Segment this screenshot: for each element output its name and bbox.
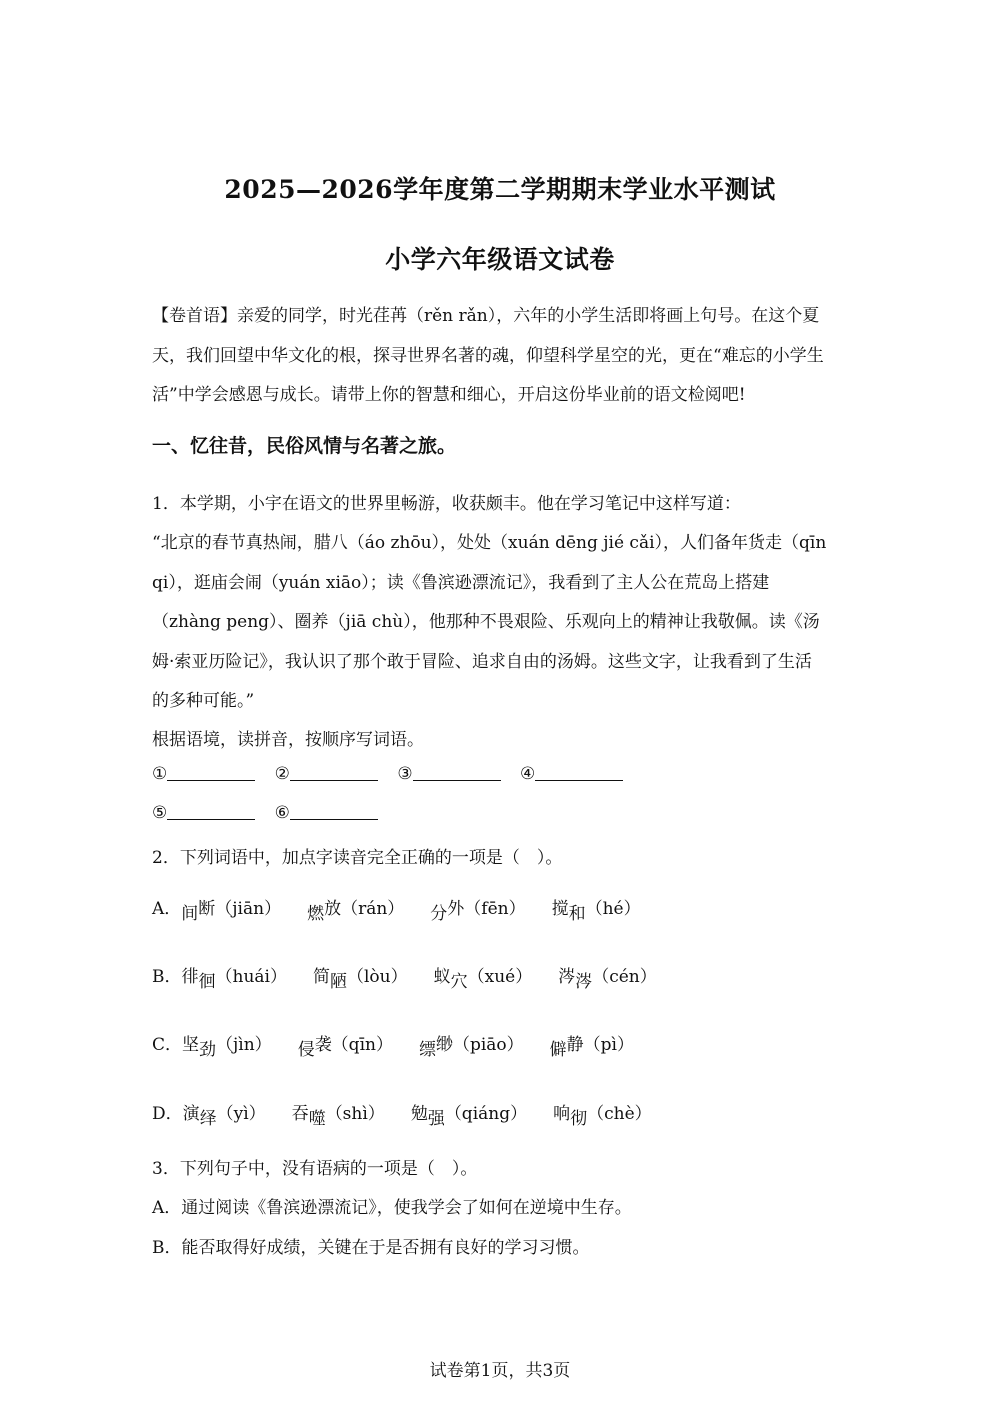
word-char: 涔	[558, 967, 576, 987]
dotted-char: 和	[568, 904, 586, 924]
dotted-char: 徊	[198, 972, 216, 992]
word-item	[307, 894, 405, 924]
word-pinyin: （qiáng）	[444, 1104, 528, 1124]
word-pinyin: 断（jiān）	[198, 899, 282, 919]
dotted-char: 绎	[199, 1109, 217, 1129]
dotted-char: 僻	[549, 1040, 567, 1060]
word-item	[558, 962, 657, 992]
passage-line: “北京的春节真热闹，腊八（áo zhōu），处处（xuán dēng jié cǎi），人们备年货走（qīn	[152, 533, 827, 553]
word-char: 勉	[410, 1104, 428, 1124]
question-2-stem: 2．下列词语中，加点字读音完全正确的一项是（ ）。	[152, 848, 563, 868]
question-3-stem: 3．下列句子中，没有语病的一项是（ ）。	[152, 1159, 478, 1179]
question-2-option-b[interactable]	[152, 962, 683, 992]
word-item	[430, 894, 526, 924]
word-char: 吞	[291, 1104, 309, 1124]
question-3-option-a[interactable]: A．通过阅读《鲁滨逊漂流记》，使我学会了如何在逆境中生存。	[152, 1198, 632, 1218]
word-char: 徘	[181, 967, 199, 987]
dotted-char: 陋	[329, 972, 347, 992]
dotted-char: 涔	[575, 972, 593, 992]
answer-blank[interactable]	[167, 764, 255, 781]
blank-number: ⑥	[274, 803, 290, 823]
word-char: 蚁	[433, 967, 451, 987]
option-label: A．	[152, 899, 182, 919]
question-2-option-d[interactable]	[152, 1099, 678, 1129]
word-item	[410, 1099, 528, 1129]
word-item	[549, 1030, 634, 1060]
option-label: C．	[152, 1035, 183, 1055]
answer-blank[interactable]	[167, 803, 255, 820]
word-char: 响	[553, 1104, 571, 1124]
blank-number: ④	[519, 764, 536, 784]
word-pinyin: （yì）	[216, 1104, 266, 1124]
blank-number: ⑤	[152, 803, 168, 823]
word-item	[433, 962, 533, 992]
section-heading: 一、忆往昔，民俗风情与名著之旅。	[152, 435, 457, 457]
word-item	[312, 962, 408, 992]
word-item	[181, 894, 282, 924]
answer-blank[interactable]	[535, 764, 623, 781]
dotted-char: 劲	[199, 1040, 217, 1060]
exam-subtitle: 小学六年级语文试卷	[385, 245, 615, 274]
dotted-char: 穴	[450, 972, 468, 992]
question-2-option-c[interactable]	[152, 1030, 660, 1060]
word-pinyin: （chè）	[587, 1104, 652, 1124]
word-pinyin: 放（rán）	[324, 899, 405, 919]
word-char: 简	[312, 967, 330, 987]
blank-number: ③	[397, 764, 413, 784]
passage-line: qi），逛庙会闹（yuán xiāo）；读《鲁滨逊漂流记》，我看到了主人公在荒岛上搭建	[152, 573, 770, 593]
blank-number: ①	[152, 764, 168, 784]
word-pinyin: （shì）	[325, 1104, 385, 1124]
passage-line: 的多种可能。”	[152, 691, 255, 711]
answer-blank[interactable]	[290, 803, 378, 820]
dotted-char: 燃	[307, 904, 325, 924]
word-pinyin: （hé）	[585, 899, 641, 919]
word-pinyin: （lòu）	[346, 967, 408, 987]
dotted-char: 间	[181, 904, 199, 924]
word-item	[418, 1030, 524, 1060]
word-pinyin: （cén）	[592, 967, 657, 987]
word-item	[291, 1099, 385, 1129]
dotted-char: 侵	[297, 1040, 315, 1060]
word-char: 坚	[182, 1035, 200, 1055]
page-footer: 试卷第1页，共3页	[429, 1361, 571, 1381]
word-item	[182, 1030, 272, 1060]
passage-line: （zhàng peng）、圈养（jiā chù），他那种不畏艰险、乐观向上的精神让我敬佩。读《汤	[152, 612, 820, 632]
option-label: D．	[152, 1104, 183, 1124]
word-char: 搅	[551, 899, 569, 919]
word-pinyin: 外（fēn）	[447, 899, 526, 919]
word-item	[181, 962, 287, 992]
word-item	[553, 1099, 652, 1129]
word-pinyin: 缈（piāo）	[435, 1035, 524, 1055]
answer-blank[interactable]	[413, 764, 501, 781]
dotted-char: 彻	[570, 1109, 588, 1129]
word-pinyin: （huái）	[215, 967, 287, 987]
dotted-char: 噬	[308, 1109, 326, 1129]
dotted-char: 缥	[418, 1040, 436, 1060]
word-pinyin: 袭（qīn）	[314, 1035, 393, 1055]
answer-blank[interactable]	[290, 764, 378, 781]
word-item	[297, 1030, 393, 1060]
word-item	[182, 1099, 266, 1129]
exam-title: 2025—2026学年度第二学期期末学业水平测试	[224, 175, 776, 204]
word-pinyin: 静（pì）	[566, 1035, 634, 1055]
dotted-char: 强	[427, 1109, 445, 1129]
option-label: B．	[152, 967, 182, 987]
passage-line: 姆·索亚历险记》，我认识了那个敢于冒险、追求自由的汤姆。这些文字，让我看到了生活	[152, 652, 812, 672]
question-1-instruction: 根据语境，读拼音，按顺序写词语。	[152, 730, 424, 750]
question-1-stem: 1．本学期，小宇在语文的世界里畅游，收获颇丰。他在学习笔记中这样写道：	[152, 494, 741, 514]
answer-blanks-row	[152, 803, 392, 823]
word-pinyin: （xué）	[467, 967, 533, 987]
word-pinyin: （jìn）	[216, 1035, 272, 1055]
preface-paragraph: 【卷首语】亲爱的同学，时光荏苒（rěn rǎn），六年的小学生活即将画上句号。在这个夏天，我们回望中华文化的根，探寻世界名著的魂，仰望科学星空的光，更在“难忘的小学生活”中学会感恩与成长。请带上你的智慧和细心，开启这份毕业前的语文检阅吧!	[152, 306, 824, 405]
word-char: 演	[182, 1104, 200, 1124]
question-3-option-b[interactable]: B．能否取得好成绩，关键在于是否拥有良好的学习习惯。	[152, 1238, 590, 1258]
word-item	[551, 894, 641, 924]
blank-number: ②	[274, 764, 290, 784]
question-2-option-a[interactable]	[152, 894, 667, 924]
dotted-char: 分	[430, 904, 448, 924]
answer-blanks-row	[152, 764, 637, 784]
